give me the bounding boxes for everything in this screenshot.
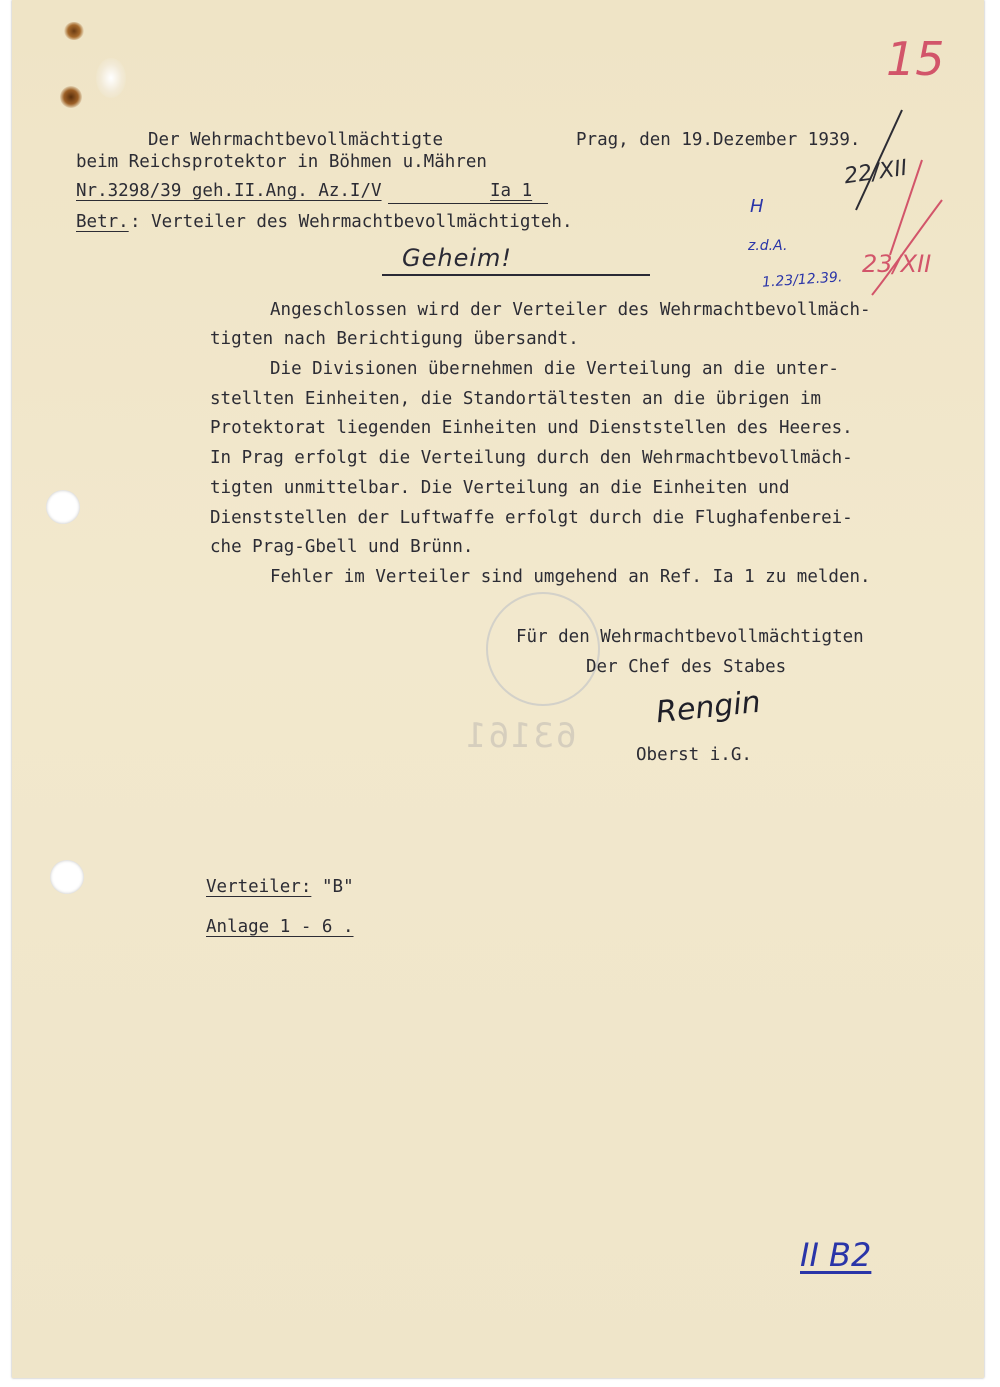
body-line-4: stellten Einheiten, die Standortältesten an die übrigen im [210, 389, 822, 409]
stamp-number: 63161 [464, 716, 577, 756]
body-line-8: Dienststellen der Luftwaffe erfolgt durch die Flughafenberei- [210, 508, 853, 528]
blue-note-filed: z.d.A. [748, 238, 788, 254]
body-line-9: che Prag-Gbell und Brünn. [210, 537, 474, 557]
distribution-label: Verteiler: [206, 877, 312, 897]
sender-line-2: beim Reichsprotektor in Böhmen u.Mähren [76, 152, 487, 172]
secret-underline [382, 274, 650, 276]
body-line-7: tigten unmittelbar. Die Verteilung an die Einheiten und [210, 478, 790, 498]
secret-mark: Geheim! [402, 244, 513, 272]
punch-hole-top [46, 490, 80, 524]
page-number-annotation: 15 [886, 32, 945, 86]
signature: Rengin [654, 684, 763, 731]
black-date-annotation: 22/XII [842, 155, 909, 190]
rank: Oberst i.G. [636, 745, 752, 765]
body-line-3: Die Divisionen übernehmen die Verteilung an die unter- [270, 359, 839, 379]
subject-label: Betr. [76, 212, 129, 232]
bottom-file-mark: II B2 [800, 1236, 872, 1274]
blue-short-mark: H [750, 196, 764, 217]
body-line-10: Fehler im Verteiler sind umgehend an Ref. Ia 1 zu melden. [270, 567, 871, 587]
reference-underline [388, 203, 548, 204]
body-line-2: tigten nach Berichtigung übersandt. [210, 329, 579, 349]
enclosure: Anlage 1 - 6 . [206, 917, 354, 937]
punch-hole-bottom [50, 860, 84, 894]
reference-number: Nr.3298/39 geh.II.Ang. Az.I/V [76, 181, 382, 201]
blue-note-date: 1.23/12.39. [761, 269, 843, 291]
document-page [12, 0, 984, 1378]
sender-line-1: Der Wehrmachtbevollmächtigte [148, 130, 444, 150]
closing-line-1: Für den Wehrmachtbevollmächtigten [516, 627, 864, 647]
burn-mark-3 [96, 58, 126, 98]
body-line-5: Protektorat liegenden Einheiten und Dienststellen des Heeres. [210, 418, 853, 438]
subject-text: : Verteiler des Wehrmachtbevollmächtigteh. [130, 212, 573, 232]
faint-stamp [486, 592, 600, 706]
date-line: Prag, den 19.Dezember 1939. [576, 130, 861, 150]
reference-department: Ia 1 [490, 181, 533, 201]
body-line-6: In Prag erfolgt die Verteilung durch den Wehrmachtbevollmäch- [210, 448, 853, 468]
closing-line-2: Der Chef des Stabes [586, 657, 787, 677]
burn-mark-1 [64, 22, 84, 40]
burn-mark-2 [60, 86, 82, 108]
distribution-value: "B" [322, 877, 354, 897]
body-line-1: Angeschlossen wird der Verteiler des Wehrmachtbevollmäch- [270, 300, 871, 320]
red-date-annotation: 23/XII [862, 250, 932, 278]
